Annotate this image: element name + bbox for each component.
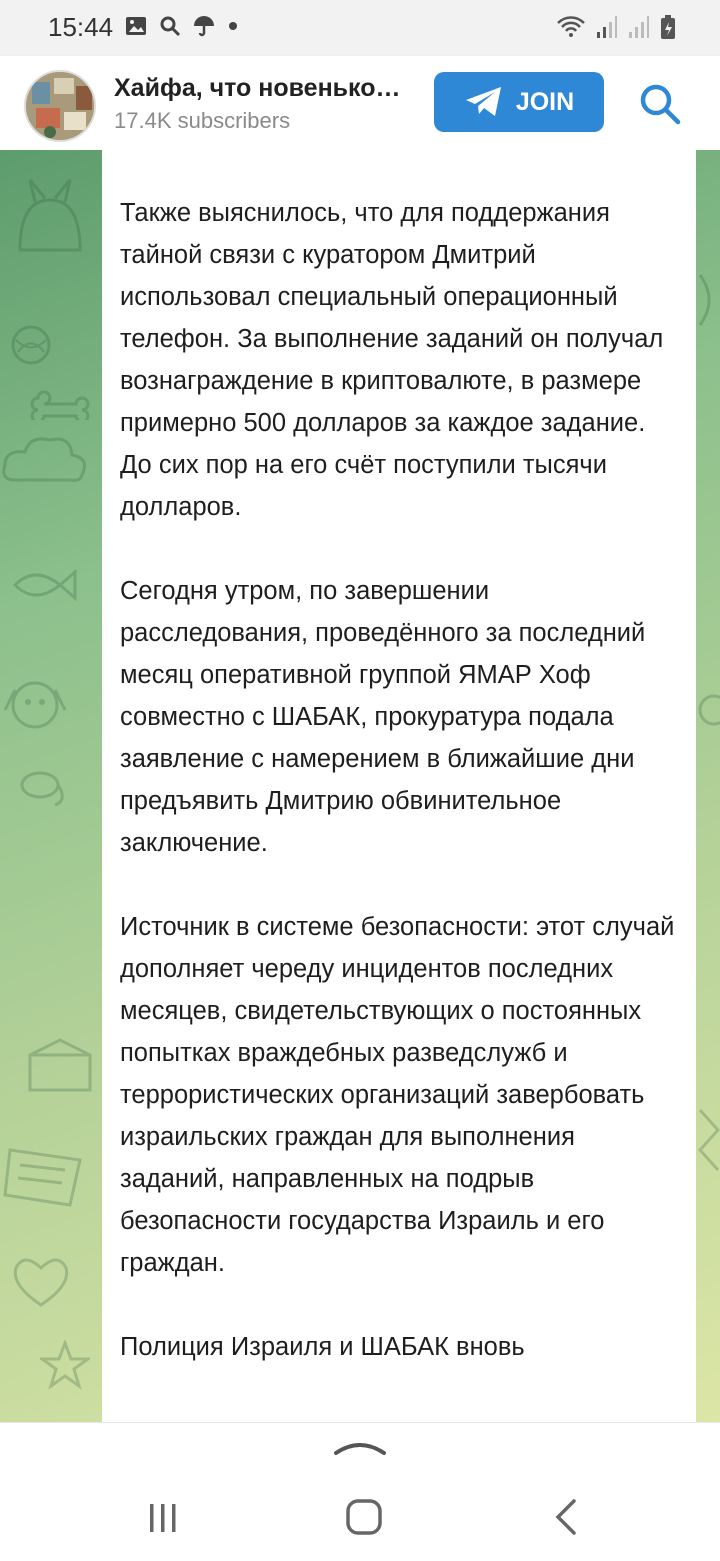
status-icons-left — [124, 14, 240, 38]
join-label: JOIN — [515, 87, 575, 116]
umbrella-icon — [192, 14, 216, 38]
chevron-up-icon[interactable] — [332, 1435, 388, 1457]
message-paragraph-4: Полиция Израиля и ШАБАК вновь — [120, 1333, 525, 1361]
message-paragraph-3: Источник в системе безопасности: этот случай дополняет череду инцидентов последних месяцев, свидетельствующих о постоянных попытках враждебных разведслужб и террористических организаций завербовать израильских граждан для выполнения заданий, направленных на подрыв безопасности государства Израиль и его граждан. — [120, 913, 675, 1277]
status-icons-right — [556, 14, 676, 40]
message-bubble[interactable] — [102, 150, 696, 1422]
recents-icon[interactable] — [146, 1501, 180, 1535]
doodle-yarn-icon — [6, 320, 56, 370]
message-text — [120, 192, 680, 1410]
status-time: 15:44 — [48, 12, 114, 42]
doodle-mouse-icon — [10, 750, 70, 810]
telegram-plane-icon — [464, 85, 504, 119]
doodle-star-icon — [40, 1340, 90, 1390]
wifi-icon — [556, 14, 586, 40]
home-icon[interactable] — [344, 1497, 384, 1537]
search-icon[interactable] — [636, 80, 684, 128]
channel-title[interactable]: Хайфа, что новенько… — [114, 74, 401, 102]
doodle-box-icon — [20, 1030, 100, 1100]
signal-icon-2 — [628, 14, 650, 40]
battery-icon — [660, 14, 676, 40]
doodle-paper-icon — [0, 1140, 90, 1210]
gallery-icon — [124, 14, 148, 38]
doodle-bone-icon — [30, 390, 90, 420]
channel-avatar[interactable] — [24, 70, 96, 142]
dot-icon — [226, 14, 240, 38]
back-icon[interactable] — [552, 1497, 578, 1537]
subscriber-count: 17.4K subscribers — [114, 108, 291, 133]
doodle-right-icon-3 — [698, 1100, 720, 1180]
doodle-fish-icon — [10, 560, 80, 610]
doodle-heart-icon — [6, 1250, 76, 1310]
status-bar — [0, 0, 720, 56]
message-paragraph-2: Сегодня утром, по завершении расследования, проведённого за последний месяц оперативной группой ЯМАР Хоф совместно с ШАБАК, прокуратура подала заявление с намерением в ближайшие дни предъявить Дмитрию обвинительное заключение. — [120, 577, 646, 857]
bottom-navigation — [0, 1422, 720, 1561]
doodle-cloud-icon — [0, 430, 90, 490]
doodle-right-icon-2 — [698, 670, 720, 750]
channel-header — [0, 56, 720, 150]
doodle-cat-icon — [10, 170, 90, 260]
doodle-right-icon — [698, 270, 720, 330]
message-paragraph-1: Также выяснилось, что для поддержания тайной связи с куратором Дмитрий использовал специальный операционный телефон. За выполнение заданий он получал вознаграждение в криптовалюте, в размере примерно 500 долларов за каждое задание. До сих пор на его счёт поступили тысячи долларов. — [120, 199, 664, 521]
join-button[interactable] — [434, 72, 604, 132]
doodle-dog-icon — [0, 670, 70, 740]
search-icon — [158, 14, 182, 38]
signal-icon — [596, 14, 618, 40]
